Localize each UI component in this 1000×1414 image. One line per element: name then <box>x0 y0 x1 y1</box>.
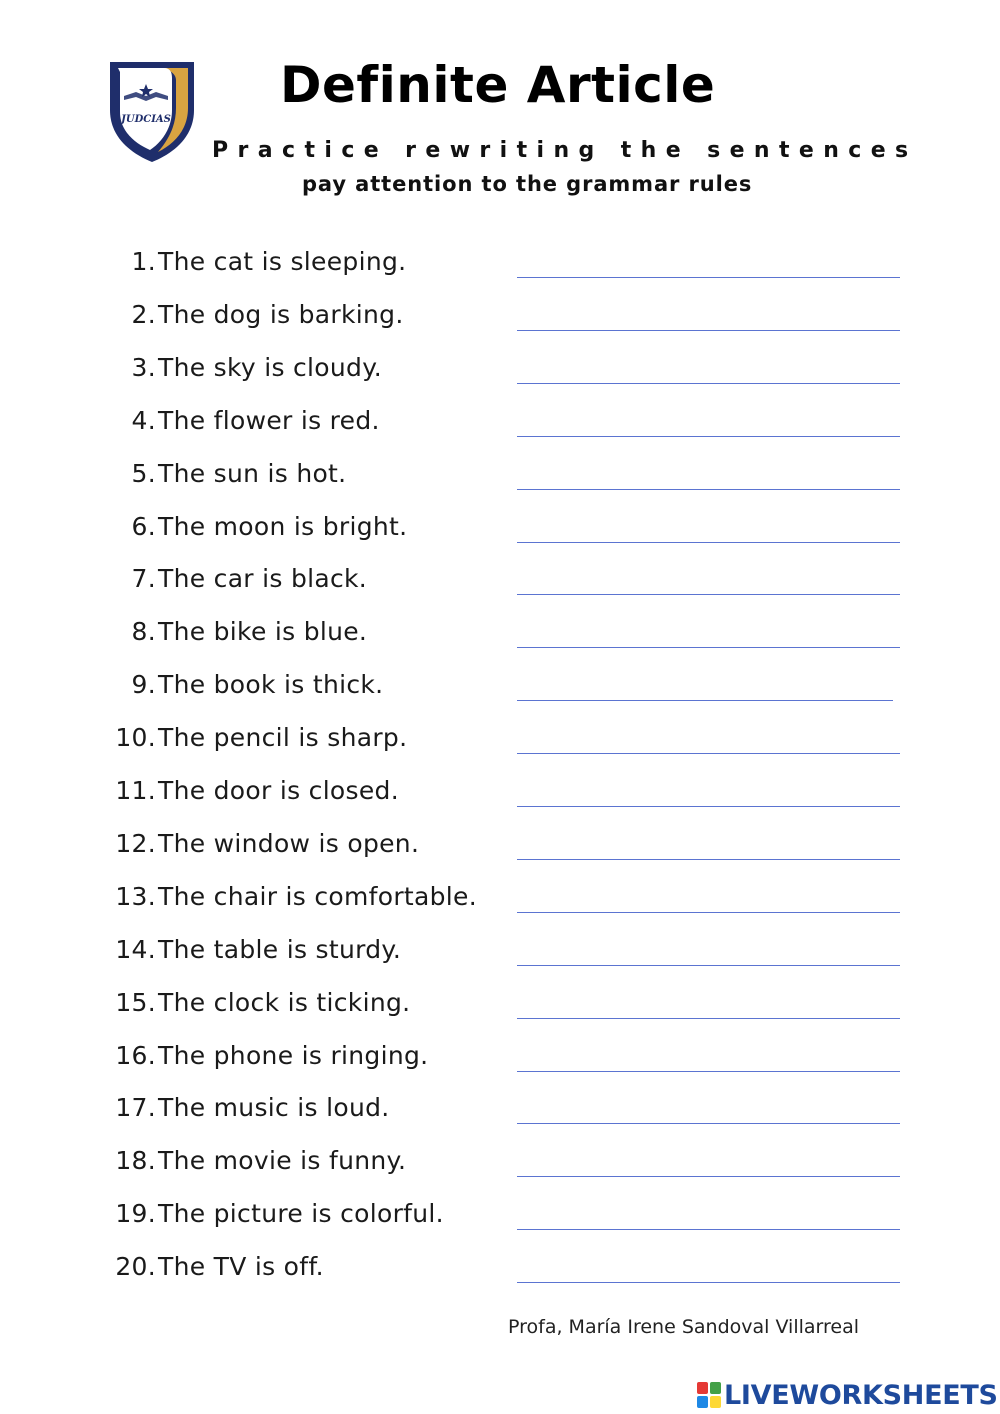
item-number: 4. <box>131 405 156 435</box>
item-sentence: The cat is sleeping. <box>158 247 407 276</box>
item-number: 18. <box>115 1146 156 1176</box>
answer-input[interactable] <box>517 965 900 966</box>
brand-name: LIVEWORKSHEETS <box>724 1379 998 1411</box>
answer-input[interactable] <box>517 859 900 860</box>
item-number: 1. <box>131 247 156 276</box>
item-number: 12. <box>115 828 156 858</box>
item-sentence: The dog is barking. <box>158 299 404 329</box>
answer-input[interactable] <box>517 806 900 807</box>
item-number: 6. <box>131 511 156 541</box>
item-number: 19. <box>115 1199 156 1229</box>
item-number: 20. <box>115 1252 156 1282</box>
answer-input[interactable] <box>517 542 900 543</box>
answer-input[interactable] <box>517 1018 900 1019</box>
answer-input[interactable] <box>517 1176 900 1177</box>
teacher-signature: Profa, María Irene Sandoval Villarreal <box>508 1316 859 1338</box>
item-number: 3. <box>131 352 156 382</box>
item-number: 8. <box>131 617 156 647</box>
exercise-item <box>0 1245 1000 1298</box>
item-sentence: The pencil is sharp. <box>158 723 408 753</box>
exercise-item <box>0 557 1000 610</box>
exercise-item <box>0 1139 1000 1192</box>
exercise-item <box>0 981 1000 1034</box>
answer-input[interactable] <box>517 436 900 437</box>
answer-input[interactable] <box>517 700 893 701</box>
exercise-item <box>0 240 1000 293</box>
exercise-item <box>0 452 1000 505</box>
item-sentence: The picture is colorful. <box>158 1199 444 1229</box>
answer-input[interactable] <box>517 753 900 754</box>
exercise-item <box>0 293 1000 346</box>
exercise-item <box>0 1086 1000 1139</box>
answer-input[interactable] <box>517 594 900 595</box>
exercise-item <box>0 875 1000 928</box>
school-shield-logo <box>106 58 198 164</box>
exercise-item <box>0 346 1000 399</box>
item-number: 2. <box>131 299 156 329</box>
item-sentence: The movie is funny. <box>158 1146 407 1176</box>
instructions-line-1: Practice rewriting the sentences <box>212 138 918 163</box>
item-sentence: The table is sturdy. <box>158 934 402 964</box>
item-sentence: The window is open. <box>158 828 420 858</box>
answer-input[interactable] <box>517 277 900 278</box>
exercise-item <box>0 769 1000 822</box>
answer-input[interactable] <box>517 1229 900 1230</box>
exercise-item <box>0 928 1000 981</box>
item-sentence: The sun is hot. <box>158 458 347 488</box>
item-number: 13. <box>115 881 156 911</box>
item-sentence: The TV is off. <box>158 1252 324 1282</box>
item-number: 9. <box>131 670 156 700</box>
exercise-item <box>0 505 1000 558</box>
item-sentence: The car is black. <box>158 564 368 594</box>
item-sentence: The flower is red. <box>158 405 380 435</box>
answer-input[interactable] <box>517 1123 900 1124</box>
exercise-item <box>0 399 1000 452</box>
exercise-item <box>0 1192 1000 1245</box>
answer-input[interactable] <box>517 330 900 331</box>
answer-input[interactable] <box>517 647 900 648</box>
liveworksheets-logo-icon <box>697 1382 721 1408</box>
exercise-item <box>0 663 1000 716</box>
exercise-item <box>0 822 1000 875</box>
answer-input[interactable] <box>517 489 900 490</box>
instructions-line-2: pay attention to the grammar rules <box>302 172 753 196</box>
answer-input[interactable] <box>517 1282 900 1283</box>
item-sentence: The book is thick. <box>158 670 384 700</box>
item-number: 5. <box>131 458 156 488</box>
answer-input[interactable] <box>517 383 900 384</box>
item-sentence: The sky is cloudy. <box>158 352 382 382</box>
exercise-item <box>0 610 1000 663</box>
answer-input[interactable] <box>517 912 900 913</box>
item-sentence: The chair is comfortable. <box>158 881 477 911</box>
item-number: 11. <box>115 776 156 805</box>
item-sentence: The phone is ringing. <box>158 1040 429 1070</box>
page-title: Definite Article <box>280 56 716 114</box>
item-sentence: The clock is ticking. <box>158 987 411 1017</box>
item-number: 16. <box>115 1040 156 1070</box>
answer-input[interactable] <box>517 1071 900 1072</box>
exercise-item <box>0 716 1000 769</box>
liveworksheets-brand[interactable] <box>697 1378 998 1412</box>
item-number: 17. <box>115 1093 156 1123</box>
item-sentence: The bike is blue. <box>158 617 368 647</box>
item-sentence: The music is loud. <box>158 1093 390 1123</box>
exercise-item <box>0 1034 1000 1087</box>
item-number: 10. <box>115 723 156 753</box>
item-number: 15. <box>115 987 156 1017</box>
logo-text: JUDCIAS <box>121 114 171 125</box>
item-sentence: The moon is bright. <box>158 511 408 541</box>
item-number: 14. <box>115 934 156 964</box>
item-sentence: The door is closed. <box>158 776 399 805</box>
item-number: 7. <box>131 564 156 594</box>
